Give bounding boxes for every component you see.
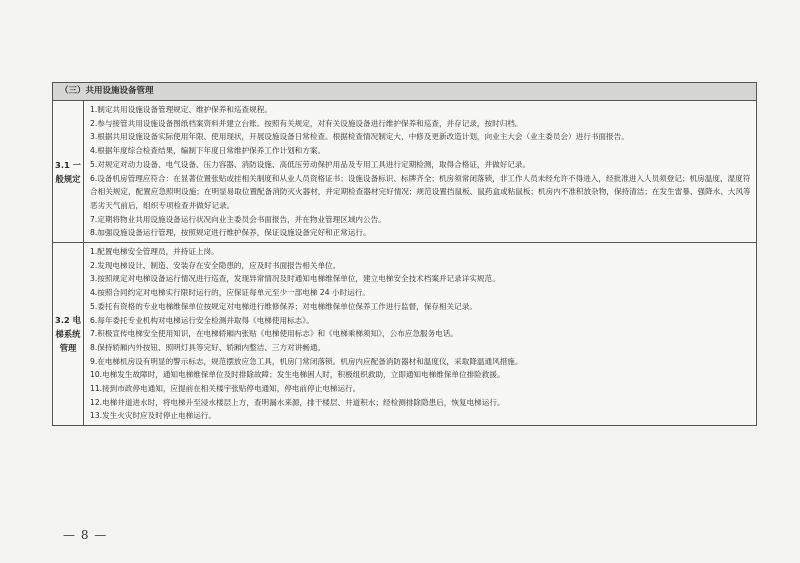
list-item: 7.积极宣传电梯安全使用知识，在电梯轿厢内张贴《电梯使用标志》和《电梯乘梯须知》，公布应急服务电话。 (90, 329, 458, 339)
list-item: 13.发生火灾时应及时停止电梯运行。 (90, 411, 216, 421)
list-item: 11.接到市政停电通知，应提前在相关楼宇张贴停电通知，停电前停止电梯运行。 (90, 384, 361, 394)
list-item: 2.参与接管共用设施设备图纸档案资料并建立台账。按照有关规定，对有关设施设备进行维护保养和巡查，并存记录，按时归档。 (90, 118, 523, 128)
list-item: 1.配置电梯安全管理员，并持证上岗。 (90, 247, 219, 257)
list-item: 1.制定共用设施设备管理规定、维护保养和巡查规程。 (90, 105, 272, 114)
block-label-cell (53, 101, 84, 242)
list-item: 5.委托有资格的专业电梯维保单位按规定对电梯进行维修保养；对电梯维保单位保养工作进行监督，保存相关记录。 (90, 301, 477, 311)
block-general-rules (53, 101, 756, 243)
block-label-cell (53, 243, 84, 425)
list-item: 10.电梯发生故障时，通知电梯维保单位及时排除故障；发生电梯困人时，积极组织救助，立即通知电梯维保单位排险救援。 (90, 370, 505, 380)
list-item: 6.设备机房管理应符合：在显著位置张贴或挂相关制度和从业人员资格证书；设施设备标识、标牌齐全；机房须常闭落锁，非工作人员未经允许不得进入，经批准进入人员须登记；机房温度、湿度符合相关规定，配置应急照明设施；在明显易取位置配备消防灭火器材，并定期检查器材完好情况；规范设置挡鼠板、鼠药盒或粘鼠板；机房内不准积放杂物，保持清洁；在发生雷暴、强降水、大风等恶劣天气前后，组织专项检查并做好记录。 (90, 173, 751, 210)
list-item: 8.加强设施设备运行管理，按照规定进行维护保养，保证设施设备完好和正常运行。 (90, 228, 371, 238)
list-item: 7.定期将物业共用设施设备运行状况向业主委员会书面报告，并在物业管理区域内公告。 (90, 214, 386, 224)
list-item: 5.对规定对动力设备、电气设备、压力容器、消防设施、高低压劳动保护用品及专用工具进行定期检测，取得合格证，并做好记录。 (90, 159, 531, 169)
list-item: 8.保持轿厢内外按钮、照明灯具等完好、轿厢内整洁、三方对讲畅通。 (90, 342, 326, 352)
list-item: 3.根据共用设施设备实际使用年限、使用现状，开展设施设备日常检查。根据检查情况制定大、中修及更新改造计划，向业主大会（业主委员会）进行书面报告。 (90, 132, 629, 142)
block-label: 3.2 电梯系统管理 (55, 315, 81, 354)
block-content (84, 243, 756, 425)
section-header: （三）共用设施设备管理 (53, 83, 756, 101)
list-item: 9.在电梯机房设有明显的警示标志，规范摆放应急工具，机房门常闭落锁。机房内应配备消防器材和温度仪，采取降温通风措施。 (90, 356, 523, 366)
block-label: 3.1 一般规定 (55, 159, 81, 184)
block-elevator-management (53, 243, 756, 425)
management-table (52, 82, 757, 426)
list-item: 4.根据年度综合检查结果，编制下年度日常维护保养工作计划和方案。 (90, 146, 326, 156)
list-item: 4.按照合同约定对电梯实行限时运行的，应保证每单元至少一部电梯 24 小时运行。 (90, 288, 370, 298)
list-item: 12.电梯井道进水时，将电梯升至浸水楼层上方，查明漏水来源，排干楼层、井道积水；经检测排除隐患后，恢复电梯运行。 (90, 397, 505, 407)
block-content (84, 101, 756, 242)
list-item: 2.发现电梯设计、制造、安装存在安全隐患的，应及时书面报告相关单位。 (90, 260, 341, 270)
list-item: 3.按照规定对电梯设备运行情况进行巡查，发现异常情况及时通知电梯维保单位，建立电梯安全技术档案并记录详实规范。 (90, 274, 500, 284)
page-number: — 8 — (63, 528, 108, 542)
list-item: 6.每年委托专业机构对电梯运行安全检测并取得《电梯使用标志》。 (90, 315, 314, 325)
